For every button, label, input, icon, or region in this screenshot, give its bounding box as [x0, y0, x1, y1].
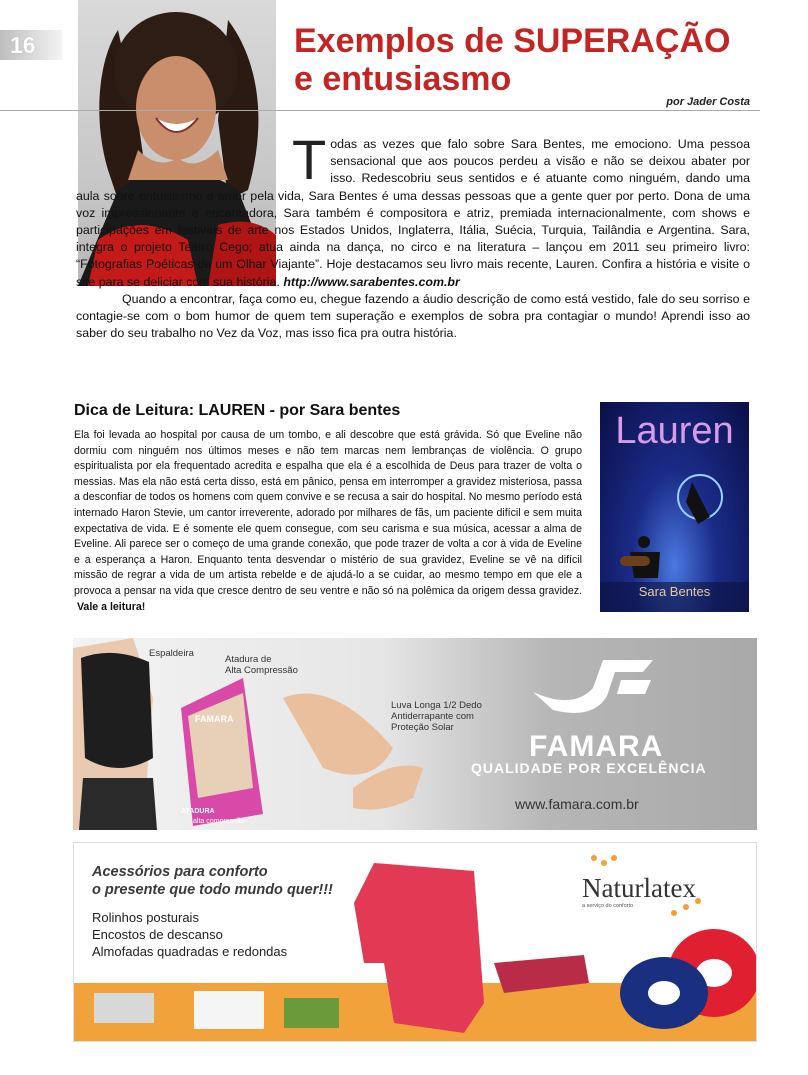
label-luva-2: Antiderrapante com	[391, 711, 474, 722]
label-luva	[391, 700, 482, 733]
label-atadura-2: Alta Compressão	[225, 665, 298, 676]
intro-paragraph	[76, 128, 750, 291]
label-atadura	[225, 654, 298, 676]
label-luva-3: Proteção Solar	[391, 722, 454, 733]
naturlatex-advertisement[interactable]	[73, 842, 757, 1042]
book-cover-art	[600, 402, 749, 612]
reading-tip-closing: Vale a leitura!	[76, 600, 146, 613]
page-number: 16	[10, 32, 36, 58]
famara-url[interactable]: www.famara.com.br	[515, 796, 639, 812]
famara-slogan: QUALIDADE POR EXCELÊNCIA	[471, 760, 707, 776]
box-brand: FAMARA	[195, 714, 234, 724]
reading-tip-title: Dica de Leitura: LAUREN - por Sara bentes	[74, 402, 401, 419]
famara-advertisement[interactable]	[73, 638, 757, 830]
naturlatex-headline-1: Acessórios para conforto	[92, 864, 268, 880]
reading-tip-text	[74, 428, 582, 615]
title-line-2: e entusiasmo	[294, 60, 512, 98]
label-atadura-1: Atadura de	[225, 654, 272, 665]
author-website-link[interactable]: http://www.sarabentes.com.br	[283, 274, 460, 289]
book-cover-title: Lauren	[615, 410, 734, 452]
naturlatex-brand: Naturlatex	[582, 873, 696, 903]
article-title	[294, 22, 730, 98]
box-sub: alta compressão	[193, 818, 245, 825]
naturlatex-brand-sub: a serviço do conforto	[582, 903, 634, 909]
header-divider	[0, 110, 760, 111]
naturlatex-item-1: Rolinhos posturais	[92, 910, 199, 925]
byline: por Jader Costa	[666, 96, 750, 108]
famara-brand: FAMARA	[529, 730, 664, 763]
intro-text: odas as vezes que falo sobre Sara Bentes, me emociono. Uma pessoa sensacional que aos poucos perdeu a visão e não se deixou abater por isso. Redescobriu seus sentidos e é atuante como ninguém, dando uma aula sobre entusiasmo e amor pela vida, Sara Bentes é uma dessas pessoas que a gente quer por perto. Dona de uma voz impressionante e encantadora, Sara também é compositora e atriz, premiada internacionalmente, com shows e participações em festivais de arte nos Estados Unidos, Inglaterra, Itália, Suécia, Turquia, Tailândia e Argentina. Sara, integra o projeto Teatro Cego; atua ainda na dança, no circo e na literatura – lançou em 2011 seu primeiro livro: “Fotografias Poéticas de um Olhar Viajante”. Hoje destacamos seu livro mais recente, Lauren. Confira a história e visite o site para se deliciar com sua história.	[76, 137, 750, 289]
box-label: ATADURA	[181, 808, 215, 815]
second-paragraph: Quando a encontrar, faça como eu, chegue fazendo a áudio descrição de como está vestido, fale do seu sorriso e contagie-se com o bom humor de quem tem superação e exemplos de sobra pra contagiar o mundo! Aprendi isso ao saber do seu trabalho no Vez da Voz, mas isso fica pra outra história.	[76, 291, 750, 341]
naturlatex-item-2: Encostos de descanso	[92, 927, 223, 942]
title-line-1: Exemplos de SUPERAÇÃO	[294, 22, 731, 60]
article-body	[76, 128, 750, 342]
famara-logo-icon	[533, 650, 653, 720]
page-number-tab	[0, 30, 62, 60]
naturlatex-headline-2: o presente que todo mundo quer!!!	[92, 882, 333, 898]
label-luva-1: Luva Longa 1/2 Dedo	[391, 700, 482, 711]
label-espaldeira: Espaldeira	[149, 648, 194, 659]
naturlatex-item-3: Almofadas quadradas e redondas	[92, 944, 288, 959]
drop-cap: T	[292, 128, 327, 191]
book-cover	[600, 402, 749, 612]
book-cover-author: Sara Bentes	[638, 584, 711, 599]
reading-tip-body: Ela foi levada ao hospital por causa de um tombo, e ali descobre que está grávida. Só que Eveline não dormiu com ninguém nos últimos meses e não tem marcas nem lembranças de violência. O grupo espiritualista por ela frequentado acredita e espalha que ela é a escolhida de Deus para trazer de volta o messias. Mas ela não está certa disso, está em pânico, pensa em interromper a gravidez misteriosa, passa a desconfiar de todos os homens com quem convive e se recusa a sair do hospital. No mesmo período está internado Haron Stevie, um cantor irreverente, adorado por milhares de fãs, um paciente difícil e sem muita expectativa de vida. E é somente ele quem consegue, com seu carisma e sua música, acessar a alma de Eveline. Ali parece ser o começo de uma grande conexão, que pode trazer de volta a cor à vida de Eveline e a esperança a Haron. Enquanto tenta desvendar o mistério de sua gravidez, Eveline se vê na difícil missão de regrar a vida de um artista rebelde e de ajudá-lo a se cuidar, ao mesmo tempo em que ele a provoca a pensar na vida que cresce dentro de seu ventre e não só na polêmica da origem dessa gravidez.	[74, 429, 582, 597]
